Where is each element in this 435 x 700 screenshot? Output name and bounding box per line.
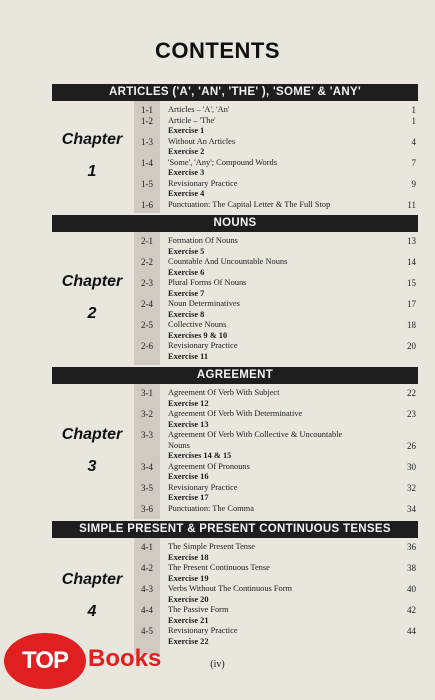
toc-code: 4-3 [141,584,153,594]
toc-page: 11 [407,199,416,210]
toc-page: 1 [411,115,416,126]
toc-rows [134,105,418,210]
toc-title: Revisionary Practice [168,626,238,635]
toc-page: 38 [407,563,416,573]
section-body [52,232,418,365]
toc-title: Exercise 11 [168,351,209,361]
chapter-label [52,131,132,181]
toc-page: 42 [407,605,416,615]
toc-row [134,341,418,352]
toc-page: 30 [407,461,416,472]
page-title: CONTENTS [155,38,280,63]
toc-exercise-row [134,268,418,279]
section-agreement [52,367,418,519]
section-body [52,101,418,213]
toc-row [134,584,418,595]
toc-code: 3-5 [141,482,153,493]
toc-rows [134,236,418,362]
toc-code: 3-6 [141,503,153,514]
toc-title: Exercise 2 [168,147,205,156]
toc-title: Punctuation: The Capital Letter & The Full Stop [168,199,331,209]
toc-page: 26 [407,440,416,451]
toc-exercise-row [134,553,418,564]
toc-page: 15 [407,278,416,288]
page-number: (iv) [210,659,225,670]
toc-title: Agreement Of Verb With Collective & Uncountable [168,430,343,439]
toc-title: Exercise 4 [168,189,205,198]
toc-exercise-row [134,331,418,342]
toc-code: 2-1 [141,236,153,246]
toc-title: The Present Continuous Tense [168,563,270,572]
toc-code: 1-1 [141,105,153,115]
toc-title: Exercise 18 [168,552,209,562]
toc-title: Agreement Of Verb With Subject [168,388,280,397]
toc-row [134,483,418,494]
toc-title: Articles – 'A', 'An' [168,105,230,114]
toc-exercise-row [134,147,418,158]
toc-page: 20 [407,341,416,351]
chapter-label [52,571,132,621]
toc-exercise-row [134,352,418,363]
toc-row [134,116,418,127]
toc-title: Article – 'The' [168,115,216,125]
toc-title: Revisionary Practice [168,482,238,492]
toc-title: 'Some', 'Any'; Compound Words [168,157,277,167]
toc-exercise-row [134,595,418,606]
toc-code: 1-3 [141,136,153,147]
toc-page: 40 [407,584,416,594]
toc-title: Exercise 13 [168,419,209,429]
toc-code: 2-3 [141,278,153,288]
toc-code: 2-5 [141,320,153,330]
toc-row [134,542,418,553]
toc-code: 3-2 [141,409,153,419]
toc-row [134,605,418,616]
toc-page: 14 [407,257,416,267]
toc-title: Formation Of Nouns [168,236,238,245]
toc-row [134,236,418,247]
toc-title: Punctuation: The Comma [168,503,254,513]
toc-exercise-row [134,399,418,410]
toc-rows [134,388,418,514]
toc-title: The Simple Present Tense [168,542,255,551]
toc-page: 44 [407,626,416,636]
toc-exercise-row [134,574,418,585]
chapter-word: Chapter [61,131,123,148]
toc-code: 3-3 [141,430,153,440]
toc-exercise-row [134,189,418,200]
section-nouns [52,215,418,365]
toc-exercise-row [134,472,418,483]
chapter-number: 1 [87,163,97,180]
chapter-label [52,426,132,476]
toc-title: Exercise 7 [168,288,205,298]
chapter-number: 3 [87,457,97,475]
chapter-label [52,273,132,323]
toc-title: Revisionary Practice [168,178,238,188]
toc-title: Exercise 3 [168,168,205,177]
chapter-number: 4 [87,602,97,620]
toc-page: 9 [411,178,416,189]
toc-row [134,158,418,169]
toc-row [134,504,418,515]
toc-title: Exercise 22 [168,636,209,646]
toc-row [134,257,418,268]
section-body [52,384,418,519]
chapter-word: Chapter [61,570,123,588]
toc-title: The Passive Form [168,605,229,614]
section-header: SIMPLE PRESENT & PRESENT CONTINUOUS TENSES [52,521,418,538]
toc-exercise-row [134,493,418,504]
toc-row [134,320,418,331]
toc-code: 4-5 [141,626,153,636]
toc-code: 1-4 [141,157,153,168]
toc-exercise-row [134,451,418,462]
toc-row [134,299,418,310]
toc-exercise-row [134,420,418,431]
toc-page: 7 [411,157,416,168]
toc-row [134,563,418,574]
toc-title: Exercises 14 & 15 [168,451,232,460]
logo-badge: TOP [4,633,86,689]
toc-page: 13 [407,236,416,246]
toc-exercise-row [134,126,418,137]
toc-row [134,278,418,289]
toc-row [134,430,418,441]
toc-exercise-row [134,168,418,179]
toc-title: Verbs Without The Continuous Form [168,584,293,593]
toc-exercise-row [134,247,418,258]
toc-title: Exercise 1 [168,126,205,135]
toc-title: Nouns [168,440,190,450]
toc-row [134,409,418,420]
toc-page: 23 [407,409,416,419]
toc-title: Without An Articles [168,136,236,146]
toc-title: Plural Forms Of Nouns [168,278,247,287]
toc-page: 17 [407,299,416,309]
chapter-word: Chapter [61,272,123,290]
toc-code: 2-4 [141,299,153,309]
toc-title: Collective Nouns [168,320,227,329]
toc-title: Exercise 16 [168,472,209,481]
toc-row [134,200,418,211]
toc-code: 2-6 [141,341,153,351]
toc-row [134,137,418,148]
toc-title: Exercise 21 [168,615,209,625]
toc-row [134,388,418,399]
toc-title: Exercise 6 [168,267,205,277]
toc-title: Noun Determinatives [168,299,240,308]
toc-page: 4 [411,136,416,147]
toc-title: Exercise 20 [168,594,209,604]
toc-title: Agreement Of Verb With Determinative [168,409,303,418]
toc-title: Agreement Of Pronouns [168,461,250,471]
toc-code: 2-2 [141,257,153,267]
toc-rows [134,542,418,647]
section-header: ARTICLES ('A', 'AN', 'THE' ), 'SOME' & 'ANY' [52,84,418,101]
toc-row [134,105,418,116]
toc-page: 1 [411,105,416,115]
section-header: NOUNS [52,215,418,232]
toc-code: 1-6 [141,199,153,210]
toc-code: 4-4 [141,605,153,615]
toc-title: Countable And Uncountable Nouns [168,257,288,266]
toc-page: 32 [407,482,416,493]
toc-code: 1-5 [141,178,153,189]
toc-code: 4-2 [141,563,153,573]
toc-title: Exercise 19 [168,573,209,583]
toc-title: Exercise 8 [168,309,205,319]
toc-code: 1-2 [141,115,153,126]
toc-title: Exercise 5 [168,246,205,256]
toc-code: 3-1 [141,388,153,398]
toc-title: Revisionary Practice [168,341,238,350]
toc-page: 18 [407,320,416,330]
toc-title: Exercise 12 [168,398,209,408]
toc-exercise-row [134,310,418,321]
toc-page: 36 [407,542,416,552]
chapter-number: 2 [87,304,97,322]
toc-row [134,179,418,190]
section-header: AGREEMENT [52,367,418,384]
chapter-word: Chapter [61,425,123,443]
toc-page: 34 [407,503,416,514]
section-articles [52,84,418,213]
topbooks-logo [4,633,204,689]
toc-row [134,441,418,452]
toc-page: 22 [407,388,416,398]
toc-exercise-row [134,616,418,627]
toc-code: 4-1 [141,542,153,552]
toc-row [134,462,418,473]
toc-title: Exercise 17 [168,493,209,502]
logo-word: Books [88,645,162,672]
toc-title: Exercises 9 & 10 [168,330,228,340]
toc-exercise-row [134,289,418,300]
toc-code: 3-4 [141,461,153,472]
